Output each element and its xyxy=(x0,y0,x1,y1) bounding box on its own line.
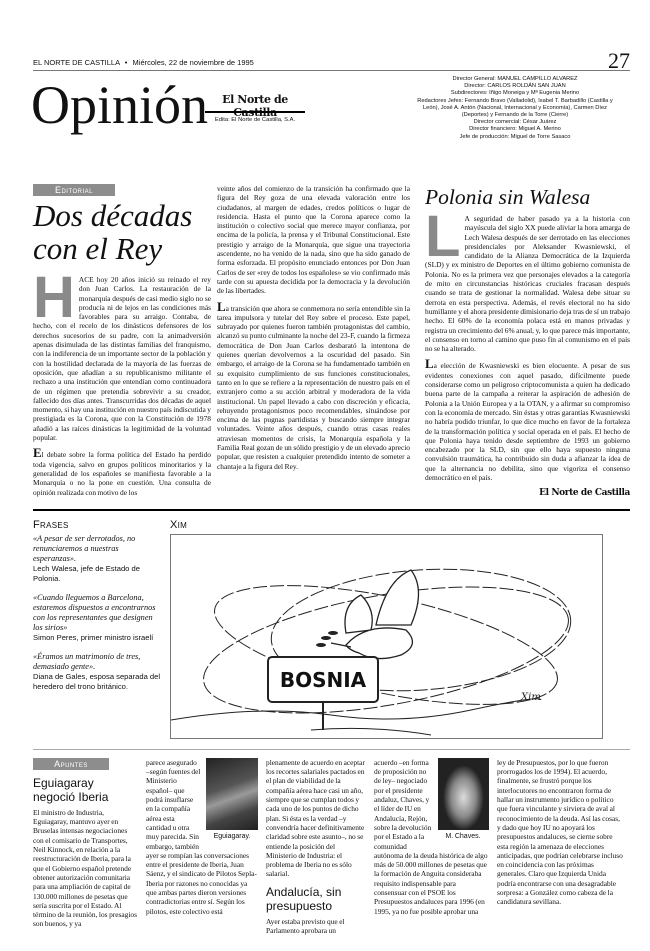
polonia-article xyxy=(425,184,630,499)
apuntes-col1 xyxy=(33,758,139,929)
eguiagaray-photo xyxy=(206,758,258,830)
initial: L xyxy=(217,298,226,314)
polonia-headline: Polonia sin Walesa xyxy=(425,185,591,209)
photo-caption: Eguiagaray. xyxy=(213,832,251,840)
cartoon xyxy=(170,534,603,739)
quote: «Cuando lleguemos a Barcelona, estaremos dispuestos a encontrarnos con los representantes que designen los sirios» xyxy=(33,592,156,632)
cartoonist-signature: Xim xyxy=(521,691,541,703)
credit-line: Subdirectores: Iñigo Moneiga y Mª Eugenia Merino xyxy=(450,90,580,97)
paper-logo: El Norte de Castilla xyxy=(222,93,288,119)
sign-text: BOSNIA xyxy=(279,667,367,692)
credit-line: Redactores Jefes: Fernando Bravo (Valladolid), Isabel T. Barbadillo (Castilla y León), José A. Antón (Nacional, Internacional y Economía), Carmen Díez (Deportes) y Fernando de la Torre (Cierre) xyxy=(417,97,613,119)
editorial-body-1 xyxy=(33,265,211,497)
article-headline: Eguiagaray negoció Iberia xyxy=(33,775,109,804)
frases xyxy=(33,519,163,739)
apuntes-col3 xyxy=(266,758,366,935)
quote-author: Diana de Gales, esposa separada del heredero del trono británico. xyxy=(33,671,161,691)
paragraph: A seguridad de haber pasado ya a la historia con mayúscula del siglo XX puede aliviar la hora amarga de Lech Walesa después de ser derrotado en las elecciones presidenciales por Aleksander Kwasniewski, el candidato de la Alianza Democrática de la Izquierda (SLD) y ex ministro de Deportes en el último gobierno comunista de Polonia. No es la primera vez que personajes elevados a la categoría de mito en circunstancias históricas cruciales fracasan después cuando se trata de gestionar la normalidad. Walesa debe situar su derrota en esta perspectiva. Además, el revés electoral no ha sido humillante y el ahora presidente dimisionario deja tras de sí un trabajo hecho. El 60% de la economía polaca está en manos privadas y registra un crecimiento del 6% anual, y, lo que parece más importante, el consenso en torno al camino que puso fin al comunismo en el país no se ha alterado. xyxy=(425,214,630,354)
initial: L xyxy=(425,356,434,372)
cartoon-label: Xim xyxy=(170,518,188,531)
drop-cap: L xyxy=(425,204,461,269)
article-col: Ayer estaba previsto que el Parlamento aprobara un xyxy=(266,916,345,935)
dove-peace-illustration xyxy=(171,535,602,738)
editorial-headline: Dos décadas con el Rey xyxy=(33,198,193,266)
credit-line: Director: CARLOS ROLDÁN SAN JUAN xyxy=(464,83,566,90)
editorial-label: Editorial xyxy=(33,184,115,196)
separator: • xyxy=(124,58,128,67)
polonia-signature-logo: El Norte de Castilla xyxy=(539,488,630,499)
credit-line: Jefe de producción: Miguel de Torre Sasaco xyxy=(459,133,571,140)
paragraph: a elección de Kwasniewski es bien elocuente. A pesar de sus evidentes conexiones con aquel pasado, difícilmente puede considerarse como un peligroso criptocomunista a quien ha dedicado buena parte de la campaña a reiterar la aspiración de adhesión de Polonia a la Unión Europea y a la OTAN, y a afirmar su compromiso con la economía de mercado. Sin éstas y otras garantías Kwasniewski no habría podido triunfar, lo que dice mucho en favor de la fortaleza de la transformación política y social operada en el país. El hecho de que Polonia haya tenido desde septiembre de 1993 un gobierno encabezado por la SLD, sin que ello haya supuesto ninguna convulsión traumática, ha contribuido sin duda a afianzar la idea de que la alternancia no debilita, sino que vigoriza el consenso democrático en el país. xyxy=(425,361,630,483)
frases-cartoon-row xyxy=(33,519,630,739)
polonia-body xyxy=(425,204,630,483)
opinion-row xyxy=(33,184,630,503)
article-col: plenamente de acuerdo en aceptar los recortes salariales pactados en el plan de viabilidad de la compañía aérea hace casi un año, siempre que se cumplan todos y cada uno de los puntos de dicho plan. Si ésta es la verdad –y convendría hacer definitivamente claridad sobre este asunto–, no se entiende la posición del Ministerio de Industria: el problema de Iberia no es sólo salarial. xyxy=(266,757,365,879)
apuntes-row xyxy=(33,758,630,935)
editorial-col2 xyxy=(217,184,410,477)
paragraph: parece asegurado –según fuentes del Ministerio español– que podrá insuflarse en la compañía aérea esta cantidad u otra muy parecida. Sin embargo, también ayer se rompían las conversaciones entre el presidente de Iberia, Juan Sáenz, y el sindicato de Pilotos Sepla-Iberia por razones no conocidas ya que ambas partes dieron versiones contradictorias entre sí. Según los pilotos, este colectivo está xyxy=(146,757,257,916)
article-col xyxy=(374,758,489,916)
quote: «Éramos un matrimonio de tres, demasiado gente». xyxy=(33,651,141,671)
paper-name: EL NORTE DE CASTILLA xyxy=(33,58,120,67)
chaves-photo xyxy=(438,758,489,830)
paragraph: ACE hoy 20 años inició su reinado el rey don Juan Carlos. La restauración de la monarquía después de casi medio siglo no se producía ni de lejos en las condiciones más favorables para su arraigo. Contaba, de hecho, con el recelo de los dinásticos defensores de los derechos sucesorios de su padre, con la animadversión apenas disimulada de las distintas familias del franquismo, con la indiferencia de un importante sector de la población y con la hostilidad declarada de la mayoría de las fuerzas de oposición, que añadían a su republicanismo militante el rechazo a una institución que entendían como continuadora de un régimen que pretendía sobrevivir a su creador, fallecido dos días antes. Transcurridas dos décadas de aquel momento, si hay una institución en nuestro país indiscutida y prestigiada es la Corona, que con la Constitución de 1978 añadió a las raíces dinásticas la legitimidad de la voluntad popular. xyxy=(33,275,211,443)
issue-date: Miércoles, 22 de noviembre de 1995 xyxy=(132,58,254,67)
article-col xyxy=(146,758,258,916)
article-col: El ministro de Industria, Eguiagaray, mantuvo ayer en Bruselas intensas negociaciones con el comisario de Transportes, Neil Kinnock, en relación a la reestructuración de Iberia, para la que el Gobierno español pretende obtener autorización comunitaria para una ampliación de capital de 130.000 millones de pesetas que sería suscrita por el Estado. Al término de la reunión, los presagios son buenos, y ya xyxy=(33,807,137,929)
credit-line: Director General: MANUEL CAMPILLO ALVAREZ xyxy=(452,76,578,82)
initial: E xyxy=(33,445,42,461)
quote-author: Lech Walesa, jefe de Estado de Polonia. xyxy=(33,563,140,583)
paragraph: veinte años del comienzo de la transición ha confirmado que la figura del Rey goza de una elevada valoración entre los ciudadanos, al margen de edades, credos políticos o lugar de residencia. Hasta el punto que la Corona aparece como la institución o colectivo social que merece mayor confianza, por encima de la policía, la prensa y el Tribunal Constitucional. Este prestigio y arraigo de la Monarquía, que sigue una trayectoria ascendente, no ha venido de la nada, sino que ha sido ganado de forma esforzada. El propósito enunciado entonces por Don Juan Carlos de ser «rey de todos los españoles» se vio confirmado más tarde con su apuesta decidida por la democracia y la devolución de las libertades. xyxy=(217,184,410,296)
frases-label: Frases xyxy=(33,518,69,531)
logo-rule xyxy=(205,111,305,113)
article-headline: Andalucía, sin presupuesto xyxy=(266,884,342,913)
paragraph: a transición que ahora se conmemora no sería entendible sin la tarea impulsora y tutelar del Rey sobre el proceso. Este papel, subrayado por quienes fueron también protagonistas del cambio, alcanzó su punto culminante la noche del 23-F, cuando la firmeza democrática de Don Juan Carlos desbarató la intentona de quienes querían devolvernos a la oscuridad del pasado. Sin embargo, el arraigo de la Corona se ha fundamentado también en su exquisito cumplimiento de sus funciones constitucionales, tanto en lo que se refiere a la representación de nuestro país en el extranjero como a su acción arbitral y moderadora de la vida institucional. Un papel llevado a cabo con discreción y eficacia, rehuyendo protagonismos poco recomendables, situándose por encima de las pugnas partidistas y buscando siempre integrar voluntades. Veinte años después, cuando otras casas reales atraviesan momentos de crisis, la Monarquía española y la Familia Real gozan de un sólido prestigio y de un elevado aprecio popular, que resisten a cualquier pretendido intento de someter a chantaje a la figura del Rey. xyxy=(217,303,410,471)
bottom-rule xyxy=(33,749,630,750)
quote-author: Simon Peres, primer ministro israelí xyxy=(33,632,154,642)
editorial-col1 xyxy=(33,184,211,503)
drop-cap: H xyxy=(33,265,75,330)
publisher: Edita: El Norte de Castilla, S.A. xyxy=(214,117,296,123)
article-col: ley de Presupuestos, por lo que fueron prorrogados los de 1994). El acuerdo, finalmente, se frustró porque los interlocutores no encontraron forma de hallar un instrumento jurídico o político que fuera vinculante y sirviera de aval al reconocimiento de la deuda. Así las cosas, y dado que hoy IU no apoyará los presupuestos andaluces, se cierne sobre esta región la amenaza de elecciones anticipadas, que podrían celebrarse incluso en coincidencia con las próximas generales. Claro que Izquierda Unida podría encontrarse con una desagradable sorpresa: a González como cabeza de la candidatura sevillana. xyxy=(497,757,623,907)
page-header xyxy=(33,58,254,67)
credit-line: Director financiero: Miguel A. Merino xyxy=(469,126,561,133)
quote: «A pesar de ser derrotados, no renunciaremos a nuestras esperanzas». xyxy=(33,533,136,563)
section-title: Opinión xyxy=(31,75,209,135)
section-rule xyxy=(33,509,630,511)
photo-caption: M. Chaves. xyxy=(445,832,481,840)
paragraph: acuerdo –en forma de proposición no de ley– negociado por el presidente andaluz, Chaves, y el líder de IU en Andalucía, Rejón, sobre la devolución por el Estado a la comunidad autónoma de la deuda histórica de algo más de 50.000 millones de pesetas que la formación de Anguita consideraba requisito indispensable para consensuar con el PSOE los Presupuestos andaluces para 1996 (en 1995, ya no fue posible aprobar una xyxy=(374,757,488,916)
credits xyxy=(410,76,620,141)
apuntes-label: Apuntes xyxy=(33,758,109,770)
page-number: 27 xyxy=(608,48,630,73)
credit-line: Director comercial: César Juárez xyxy=(473,119,557,126)
paragraph: l debate sobre la forma política del Estado ha perdido toda vigencia, salvo en grupos políticos minoritarios y la generalidad de los españoles se manifiesta favorable a la Monarquía o no la pone en cuestión. Una consulta de opinión realizada con motivo de los xyxy=(33,450,211,497)
cartoon-block xyxy=(170,519,603,739)
page-body xyxy=(33,184,630,935)
